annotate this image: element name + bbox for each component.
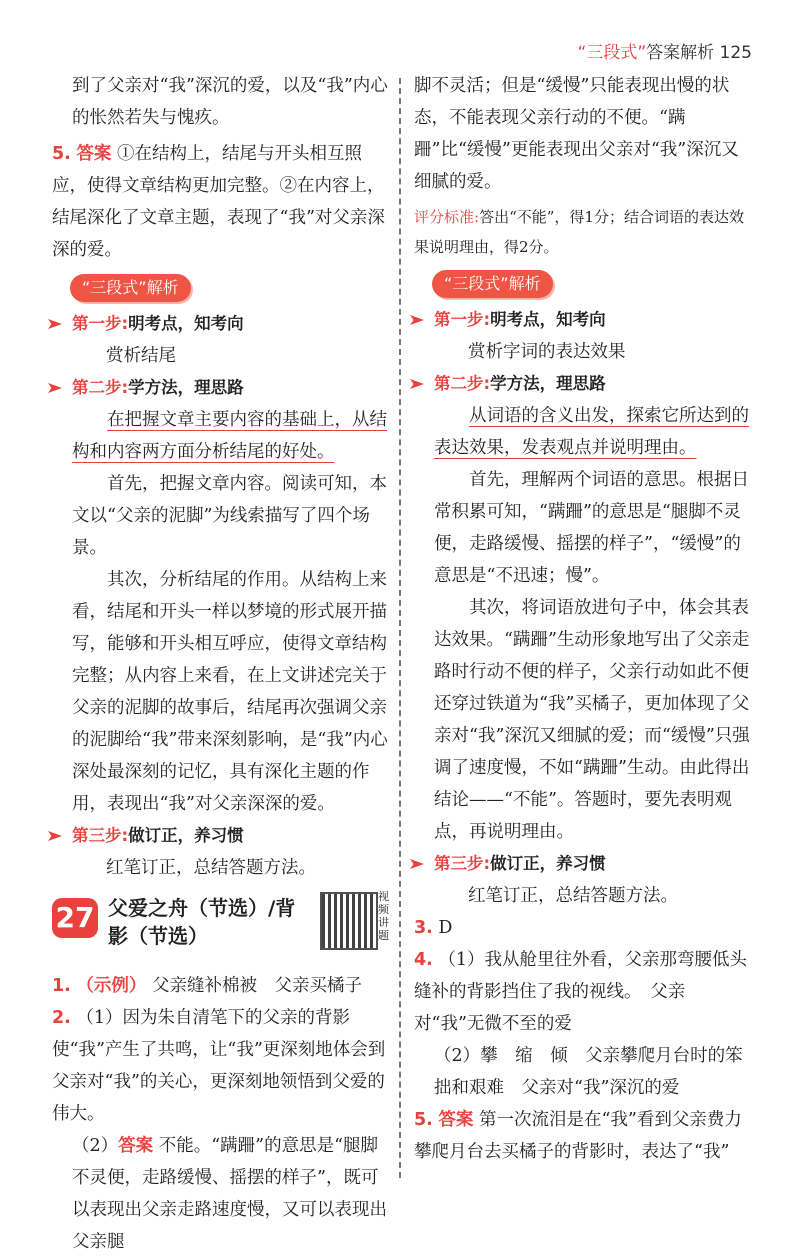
qr-label: 视频讲题 [378,890,389,942]
left-column [52,70,392,1258]
arrow-icon [410,315,424,325]
step-3-body: 红笔订正，总结答题方法。 [106,858,316,878]
page-number: 125 [719,43,752,63]
step-2-label: 第二步: [434,374,491,393]
grade-text: 答出“不能”，得1分；结合词语的表达效果说明理由，得2分。 [414,208,744,256]
arrow-icon [48,383,62,393]
q4-part-2: （2）攀 缩 倾 父亲攀爬月台时的笨拙和艰难 父亲对“我”深沉的爱 [434,1046,743,1098]
arrow-icon [48,319,62,329]
question-3 [414,912,750,944]
grading-criteria [414,202,750,262]
question-5 [414,1104,750,1168]
lesson-number: 27 [52,898,98,938]
step-2 [414,368,750,400]
intro-text: 到了父亲对“我”深沉的爱，以及“我”内心的怅然若失与愧疚。 [72,76,388,128]
question-2 [52,1002,392,1130]
q2-part-1: （1）因为朱自清笔下的父亲的背影使“我”产生了共鸣，让“我”更深刻地体会到父亲对“我”的关心，更深刻地领悟到父爱的伟大。 [52,1008,386,1124]
q2-number: 2. [52,1008,71,1028]
q5-number: 5. [52,144,71,164]
step-1-body: 赏析结尾 [106,346,176,366]
step-1 [414,304,750,336]
step-2-method [52,404,392,468]
q1-example-label: （示例） [76,976,147,996]
step-3-title: 做订正，养习惯 [490,854,606,873]
method-underlined: 从词语的含义出发，探索它所达到的表达效果，发表观点并说明理由。 [434,406,749,458]
grade-label: 评分标准: [414,208,480,226]
step-2-label: 第二步: [72,378,129,397]
step-2-title: 学方法，理思路 [490,374,606,393]
step-2 [52,372,392,404]
header-quote-close: ” [637,43,647,63]
step-1-body: 赏析字词的表达效果 [468,342,626,362]
q1-text: 父亲缝补棉被 父亲买橘子 [151,976,362,996]
q4-part-1: （1）我从舱里往外看，父亲那弯腰低头缝补的背影挡住了我的视线。 父亲对“我”无微不至的爱 [414,950,748,1034]
step-1 [52,308,392,340]
step-3 [414,848,750,880]
arrow-icon [48,831,62,841]
analysis-pill: “三段式”解析 [70,274,191,302]
continued-text: 脚不灵活；但是“缓慢”只能表现出慢的状态，不能表现父亲行动的不便。“蹒跚”比“缓慢”更能表现出父亲对“我”深沉又细腻的爱。 [414,76,739,192]
question-5 [52,138,392,266]
method-underlined: 在把握文章主要内容的基础上，从结构和内容两方面分析结尾的好处。 [72,410,387,462]
step-2-para-2: 其次，分析结尾的作用。从结构上来看，结尾和开头一样以梦境的形式展开描写，能够和开头相互呼应，使得文章结构完整；从内容上来看，在上文讲述完关于父亲的泥脚的故事后，结尾再次强调父亲的泥脚给“我”带来深刻影响，是“我”内心深处最深刻的记忆，具有深化主题的作用，表现出“我”对父亲深深的爱。 [72,570,388,814]
q3-number: 3. [414,918,433,938]
column-divider [399,78,401,1178]
page-header [578,38,752,63]
q3-text: D [438,918,453,938]
q2-answer-label: 答案 [118,1136,154,1156]
qr-code-icon[interactable] [320,892,378,950]
q2-part-2-prefix: （2） [72,1136,119,1156]
right-column [414,70,750,1168]
step-2-para-2: 其次，将词语放进句子中，体会其表达效果。“蹒跚”生动形象地写出了父亲走路时行动不便的样子，父亲行动如此不便还穿过铁道为“我”买橘子，更加体现了父亲对“我”深沉又细腻的爱；而“缓慢”只强调了速度慢，不如“蹒跚”生动。由此得出结论——“不能”。答题时，要先表明观点，再说明理由。 [434,598,750,842]
step-2-para-1: 首先，把握文章内容。阅读可知，本文以“父亲的泥脚”为线索描写了四个场景。 [72,474,387,558]
lesson-title: 父爱之舟（节选）/背影（节选） [108,896,296,948]
q1-number: 1. [52,976,71,996]
header-title: 答案解析 [646,43,715,63]
analysis-pill: “三段式”解析 [432,270,553,298]
q5-answer-label: 答案 [76,144,112,164]
q5-answer-text: ①在结构上，结尾与开头相互照应，使得文章结构更加完整。②在内容上，结尾深化了文章主题，表现了“我”对父亲深深的爱。 [52,144,385,260]
q2-part-2-text: 不能。“蹒跚”的意思是“腿脚不灵便，走路缓慢、摇摆的样子”，既可以表现出父亲走路速度慢，又可以表现出父亲腿 [72,1136,387,1252]
step-3-label: 第三步: [434,854,491,873]
question-4 [414,944,750,1040]
step-2-title: 学方法，理思路 [128,378,244,397]
step-3-title: 做订正，养习惯 [128,826,244,845]
question-1 [52,970,392,1002]
step-1-title: 明考点，知考向 [128,314,244,333]
question-2-part-2 [52,1130,392,1258]
q4-number: 4. [414,950,433,970]
step-1-title: 明考点，知考向 [490,310,606,329]
step-1-label: 第一步: [434,310,491,329]
step-1-label: 第一步: [72,314,129,333]
step-3 [52,820,392,852]
header-quote-open: “ [577,43,587,63]
q5-text: 第一次流泪是在“我”看到父亲费力攀爬月台去买橘子的背影时，表达了“我” [414,1110,742,1162]
step-2-para-1: 首先，理解两个词语的意思。根据日常积累可知，“蹒跚”的意思是“腿脚不灵便，走路缓慢、摇摆的样子”，“缓慢”的意思是“不迅速；慢”。 [434,470,749,586]
q5-number: 5. [414,1110,433,1130]
lesson-heading [52,892,392,970]
q5-answer-label: 答案 [438,1110,474,1130]
step-2-method [414,400,750,464]
arrow-icon [410,859,424,869]
header-series: 三段式 [586,43,638,63]
step-3-label: 第三步: [72,826,129,845]
step-3-body: 红笔订正，总结答题方法。 [468,886,678,906]
arrow-icon [410,379,424,389]
